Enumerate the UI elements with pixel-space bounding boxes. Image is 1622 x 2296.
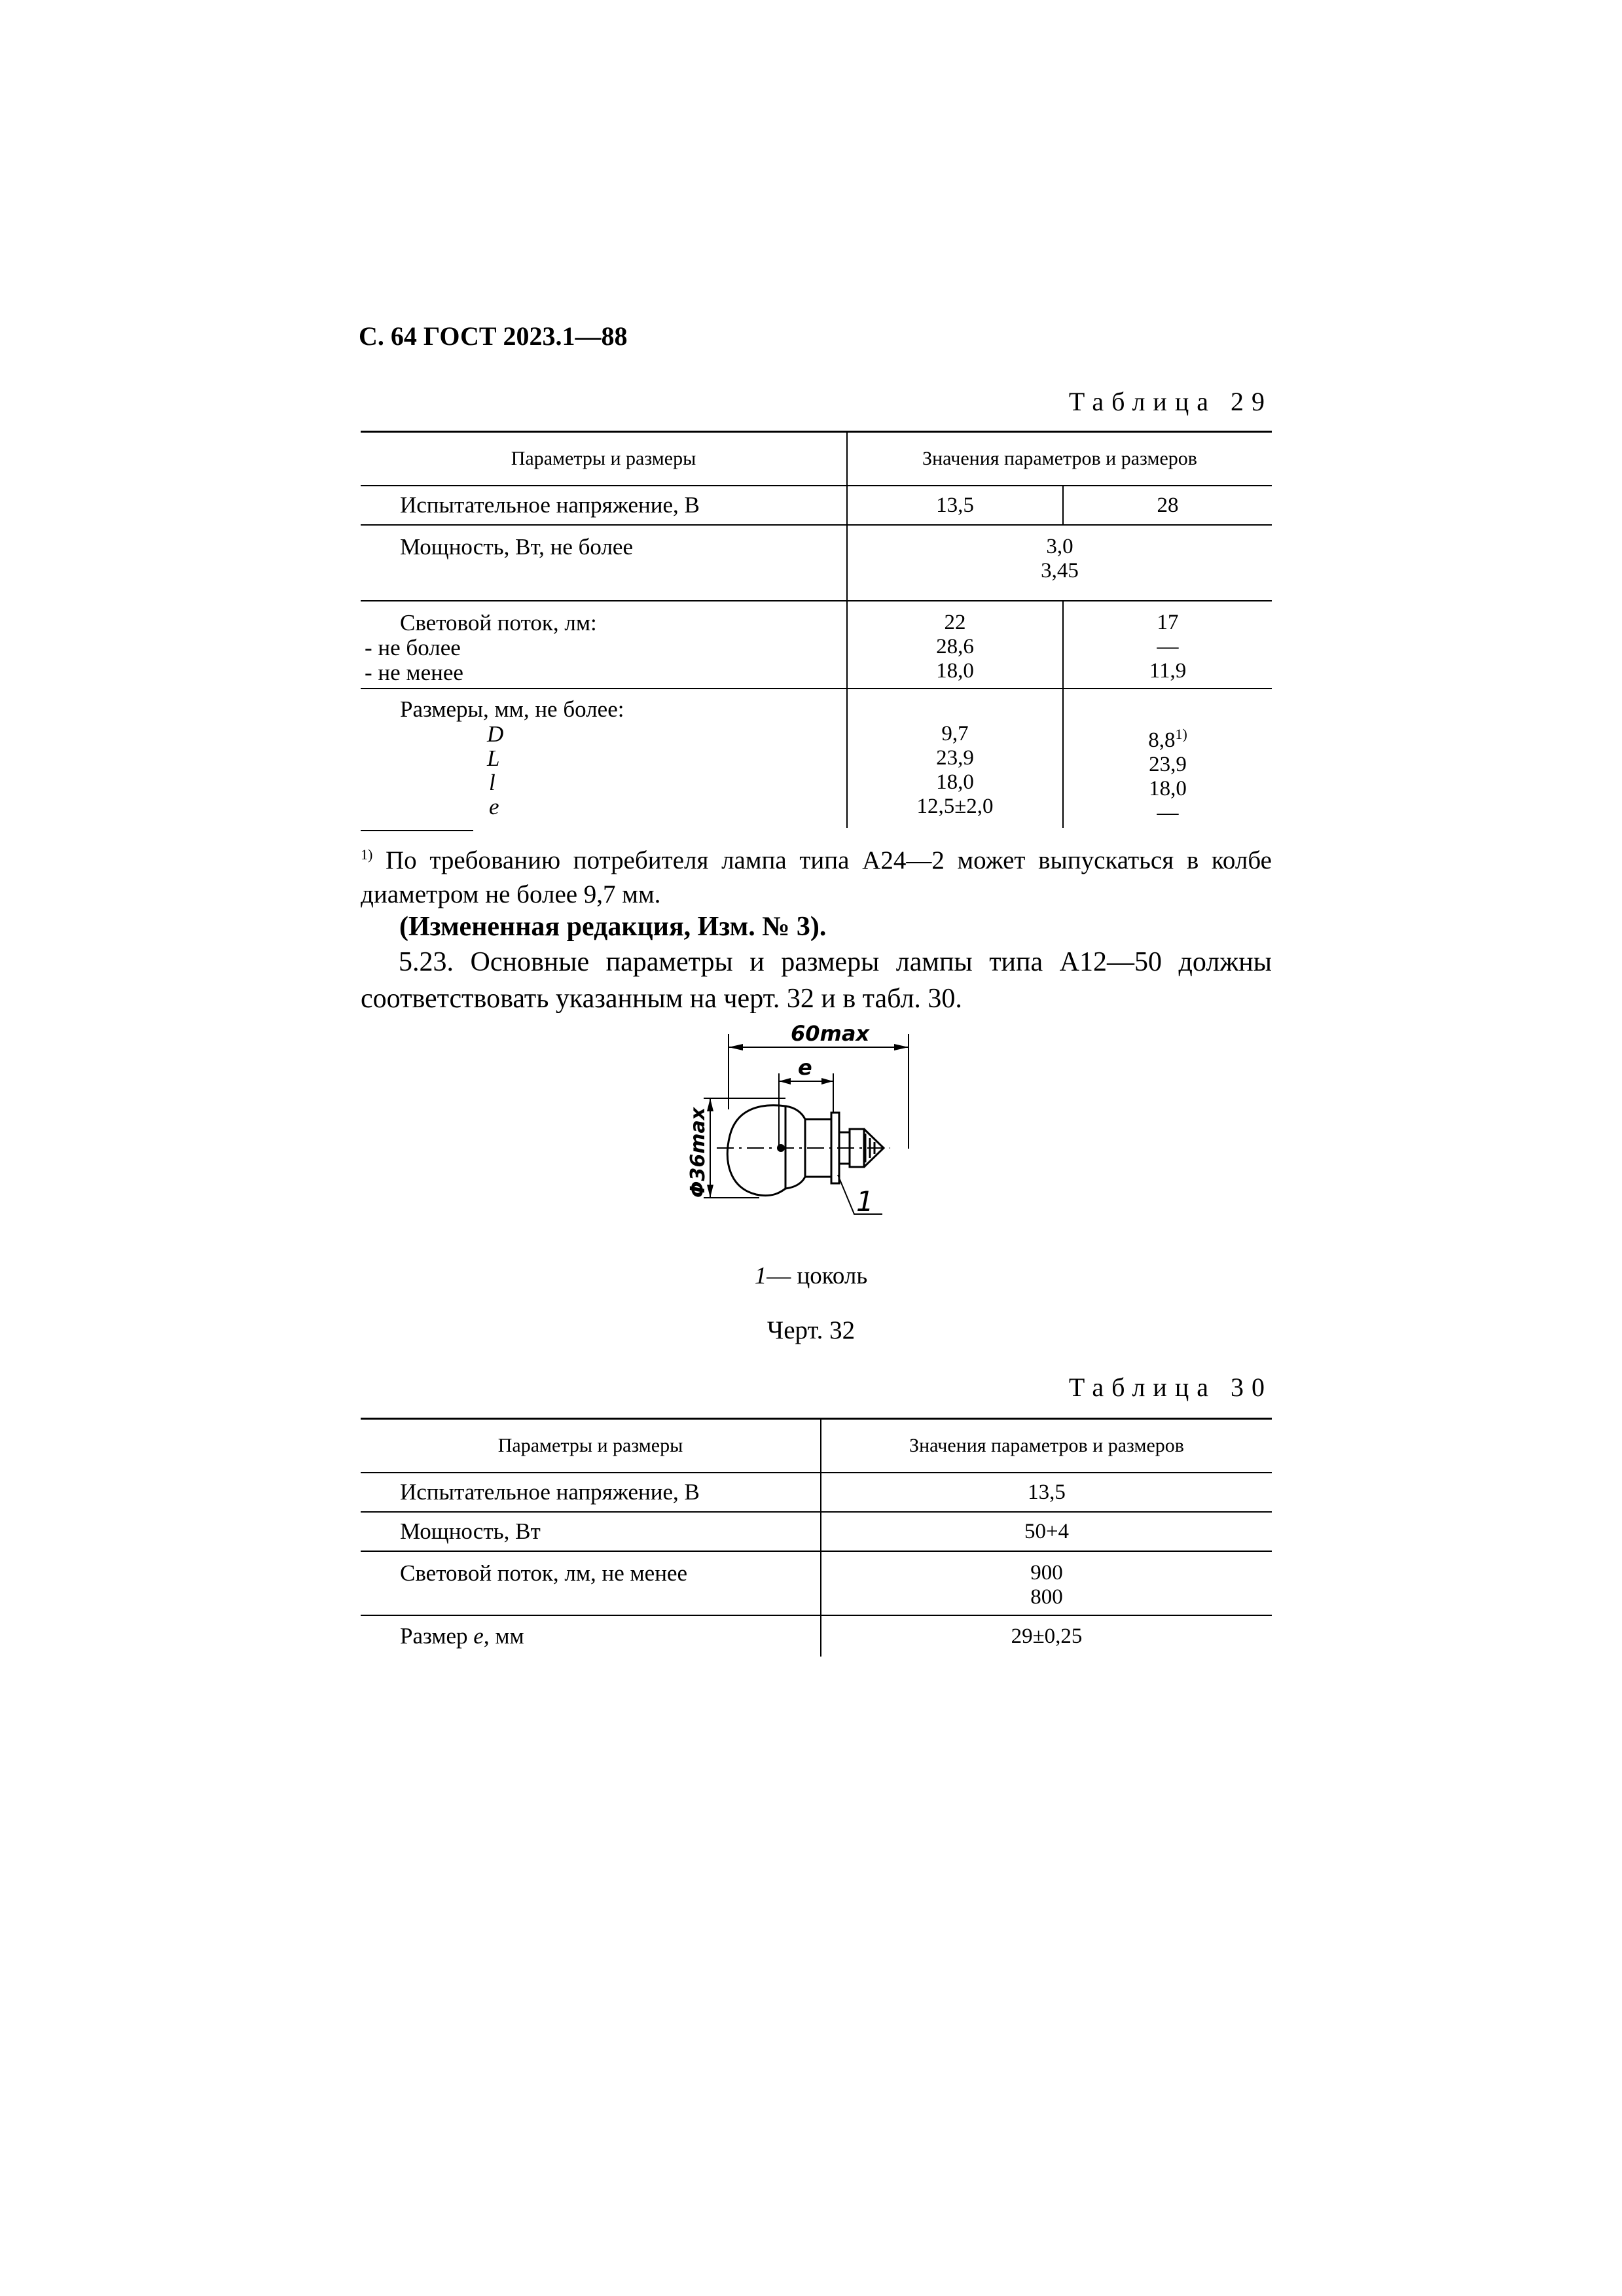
flux-a-nominal: 22 <box>944 611 966 634</box>
row-label <box>361 601 847 689</box>
dim-a-e: 12,5±2,0 <box>916 795 994 818</box>
flux-label: Световой поток, лм: <box>400 610 597 636</box>
footnote-text: По требованию потребителя лампа типа А24—2 может выпускаться в колбе диаметром не более 9,7 мм. <box>361 846 1272 908</box>
size-label-unit: , мм <box>483 1623 524 1649</box>
table-30 <box>361 1418 1272 1657</box>
table-row <box>361 1512 1272 1551</box>
cell-value <box>1063 601 1272 689</box>
dim-b-D-value: 8,8 <box>1148 728 1176 752</box>
lamp-drawing <box>681 1021 962 1257</box>
table-row <box>361 689 1272 828</box>
row-label: Испытательное напряжение, В <box>361 486 847 525</box>
dim-letter-L: L <box>487 745 500 771</box>
power-value-2: 3,45 <box>1041 559 1079 583</box>
dim-letter-l: l <box>489 770 496 795</box>
legend-number: 1 <box>754 1263 767 1289</box>
footnote-separator <box>361 830 473 831</box>
table-row <box>361 486 1272 525</box>
cell-value: 13,5 <box>847 486 1063 525</box>
footnote-mark: 1) <box>361 846 373 863</box>
dim-letter-e: e <box>489 794 499 819</box>
cell-value: 28 <box>1063 486 1272 525</box>
flux-b-min: 11,9 <box>1149 659 1187 683</box>
table-29 <box>361 431 1272 828</box>
callout-number: 1 <box>856 1185 874 1217</box>
figure-legend <box>0 1262 1622 1290</box>
filament-dot <box>777 1144 785 1152</box>
power-value-1: 3,0 <box>1046 535 1073 558</box>
paragraph-5-23: 5.23. Основные параметры и размеры лампы типа А12—50 должны соответствовать указанным на черт. 32 и в табл. 30. <box>361 947 1272 1014</box>
table-row <box>361 1473 1272 1512</box>
dim-label-e: e <box>798 1055 812 1080</box>
row-label <box>361 689 847 828</box>
flux-value-2: 800 <box>1030 1585 1063 1609</box>
table-29-caption: Таблица 29 <box>1068 387 1272 416</box>
cell-value <box>847 689 1063 828</box>
cell-value <box>821 1551 1272 1615</box>
cell-value: 13,5 <box>821 1473 1272 1512</box>
dim-a-L: 23,9 <box>936 746 974 770</box>
figure-caption: Черт. 32 <box>766 1316 856 1344</box>
flux-b-max: — <box>1157 635 1179 658</box>
bulb-outline <box>727 1105 785 1196</box>
flux-value-1: 900 <box>1030 1561 1063 1585</box>
cell-value <box>847 601 1063 689</box>
dim-letter-D: D <box>487 721 504 747</box>
dim-b-L: 23,9 <box>1149 753 1187 776</box>
column-header-values: Значения параметров и размеров <box>847 432 1272 486</box>
table-row <box>361 1551 1272 1615</box>
row-label: Мощность, Вт <box>361 1512 821 1551</box>
size-label-symbol: e <box>473 1623 484 1649</box>
table-header-row <box>361 432 1272 486</box>
row-label <box>361 1615 821 1657</box>
column-header-params: Параметры и размеры <box>361 432 847 486</box>
flux-sub-max: - не более <box>365 635 461 660</box>
dim-b-e: — <box>1157 801 1179 825</box>
flux-sub-min: - не менее <box>365 660 463 685</box>
table-30-caption: Таблица 30 <box>1068 1372 1272 1402</box>
table-row <box>361 1615 1272 1657</box>
dim-label-diameter: Φ36max <box>687 1107 710 1198</box>
flux-a-max: 28,6 <box>936 635 974 658</box>
amendment-note: (Измененная редакция, Изм. № 3). <box>399 912 827 942</box>
dim-a-l: 18,0 <box>936 770 974 794</box>
dim-a-D: 9,7 <box>941 722 969 745</box>
row-label: Испытательное напряжение, В <box>361 1473 821 1512</box>
cell-value <box>1063 689 1272 828</box>
dim-label-60max: 60max <box>791 1021 870 1046</box>
table-row <box>361 525 1272 601</box>
table-header-row <box>361 1419 1272 1473</box>
footnote-ref: 1) <box>1175 726 1187 742</box>
dim-b-D <box>1064 722 1272 753</box>
cell-value: 50+4 <box>821 1512 1272 1551</box>
size-label-pre: Размер <box>400 1623 474 1649</box>
cell-value: 29±0,25 <box>821 1615 1272 1657</box>
legend-text: — цоколь <box>766 1263 868 1289</box>
dims-label: Размеры, мм, не более: <box>400 696 624 722</box>
table-row <box>361 601 1272 689</box>
column-header-values: Значения параметров и размеров <box>821 1419 1272 1473</box>
flux-b-nominal: 17 <box>1157 611 1179 634</box>
row-label: Световой поток, лм, не менее <box>361 1551 821 1615</box>
page-header: С. 64 ГОСТ 2023.1—88 <box>359 321 628 351</box>
column-header-params: Параметры и размеры <box>361 1419 821 1473</box>
row-label: Мощность, Вт, не более <box>361 525 847 601</box>
flux-a-min: 18,0 <box>936 659 974 683</box>
footnote <box>361 838 1272 912</box>
cell-value-merged <box>847 525 1272 601</box>
dim-b-l: 18,0 <box>1149 777 1187 800</box>
